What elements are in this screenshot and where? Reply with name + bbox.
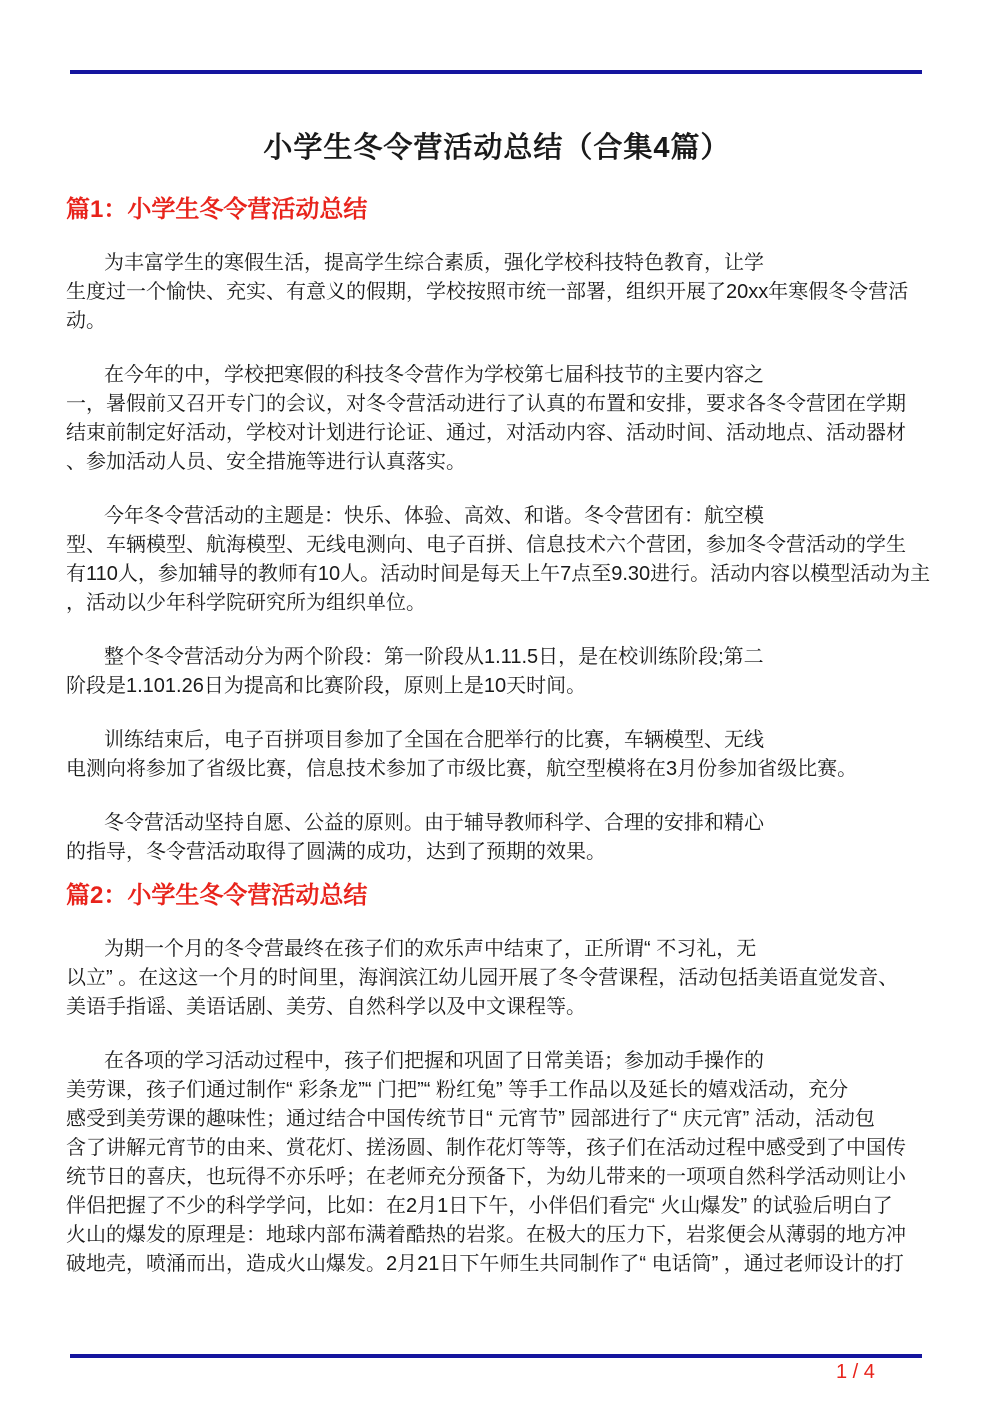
paragraph xyxy=(66,361,928,477)
paragraph-line: 冬令营活动坚持自愿、公益的原则。由于辅导教师科学、合理的安排和精心 xyxy=(104,812,764,834)
paragraph-line: 训练结束后，电子百拼项目参加了全国在合肥举行的比赛，车辆模型、无线 xyxy=(104,729,764,751)
paragraph-line: 生度过一个愉快、充实、有意义的假期，学校按照市统一部署，组织开展了20xx年寒假冬令营活 xyxy=(66,281,909,303)
paragraph-line: 电测向将参加了省级比赛，信息技术参加了市级比赛，航空型模将在3月份参加省级比赛。 xyxy=(66,758,858,780)
paragraph xyxy=(66,935,928,1022)
paragraph-line: 美语手指谣、美语话剧、美劳、自然科学以及中文课程等。 xyxy=(66,996,586,1018)
paragraph-line: 为丰富学生的寒假生活，提高学生综合素质，强化学校科技特色教育，让学 xyxy=(104,252,764,274)
paragraph xyxy=(66,643,928,701)
bottom-divider-line xyxy=(70,1354,922,1358)
paragraph-line: 含了讲解元宵节的由来、赏花灯、搓汤圆、制作花灯等等，孩子们在活动过程中感受到了中国传 xyxy=(66,1137,906,1159)
paragraph-line: 阶段是1.101.26日为提高和比赛阶段，原则上是10天时间。 xyxy=(66,675,587,697)
paragraph-line: 有110人，参加辅导的教师有10人。活动时间是每天上午7点至9.30进行。活动内容以模型活动为主 xyxy=(66,563,931,585)
paragraph-line: 统节日的喜庆，也玩得不亦乐呼；在老师充分预备下，为幼儿带来的一项项自然科学活动则让小 xyxy=(66,1166,906,1188)
paragraph-line: 破地壳，喷涌而出，造成火山爆发。2月21日下午师生共同制作了“ 电话筒” ，通过老师设计的打 xyxy=(66,1253,904,1275)
paragraph-line: 以立” 。在这这一个月的时间里，海润滨江幼儿园开展了冬令营课程，活动包括美语直觉发音、 xyxy=(66,967,899,989)
paragraph-line: 火山的爆发的原理是：地球内部布满着酷热的岩浆。在极大的压力下，岩浆便会从薄弱的地方冲 xyxy=(66,1224,906,1246)
document-content xyxy=(66,0,931,1279)
paragraph xyxy=(66,249,928,336)
paragraph-line: 为期一个月的冬令营最终在孩子们的欢乐声中结束了，正所谓“ 不习礼，无 xyxy=(104,938,757,960)
paragraph-line: 型、车辆模型、航海模型、无线电测向、电子百拼、信息技术六个营团，参加冬令营活动的学生 xyxy=(66,534,906,556)
paragraph xyxy=(66,726,928,784)
paragraph-line: 的指导，冬令营活动取得了圆满的成功，达到了预期的效果。 xyxy=(66,841,606,863)
paragraph-line: 感受到美劳课的趣味性；通过结合中国传统节日“ 元宵节” 园部进行了“ 庆元宵” 活动，活动包 xyxy=(66,1108,875,1130)
document-title: 小学生冬令营活动总结（合集4篇） xyxy=(263,132,731,164)
paragraph-line: 一，暑假前又召开专门的会议，对冬令营活动进行了认真的布置和安排，要求各冬令营团在学期 xyxy=(66,393,906,415)
paragraph-line: 在各项的学习活动过程中，孩子们把握和巩固了日常美语；参加动手操作的 xyxy=(104,1050,764,1072)
paragraph-line: ，活动以少年科学院研究所为组织单位。 xyxy=(66,592,426,614)
paragraph xyxy=(66,502,931,618)
section-heading: 篇1：小学生冬令营活动总结 xyxy=(66,196,368,223)
paragraph-line: 在今年的中，学校把寒假的科技冬令营作为学校第七届科技节的主要内容之 xyxy=(104,364,764,386)
document-body xyxy=(66,195,931,1279)
paragraph-line: 、参加活动人员、安全措施等进行认真落实。 xyxy=(66,451,466,473)
paragraph-line: 今年冬令营活动的主题是：快乐、体验、高效、和谐。冬令营团有：航空模 xyxy=(104,505,764,527)
paragraph-line: 整个冬令营活动分为两个阶段：第一阶段从1.11.5日，是在校训练阶段;第二 xyxy=(104,646,764,668)
paragraph-line: 美劳课，孩子们通过制作“ 彩条龙”“ 门把”“ 粉红兔” 等手工作品以及延长的嬉戏活动，充分 xyxy=(66,1079,849,1101)
paragraph xyxy=(66,809,928,867)
paragraph xyxy=(66,1047,928,1279)
section-heading: 篇2：小学生冬令营活动总结 xyxy=(66,882,368,909)
paragraph-line: 伴侣把握了不少的科学学问，比如：在2月1日下午，小伴侣们看完“ 火山爆发” 的试验后明白了 xyxy=(66,1195,893,1217)
paragraph-line: 结束前制定好活动，学校对计划进行论证、通过，对活动内容、活动时间、活动地点、活动器材 xyxy=(66,422,906,444)
page-number-indicator: 1 / 4 xyxy=(836,1361,875,1383)
paragraph-line: 动。 xyxy=(66,310,106,332)
